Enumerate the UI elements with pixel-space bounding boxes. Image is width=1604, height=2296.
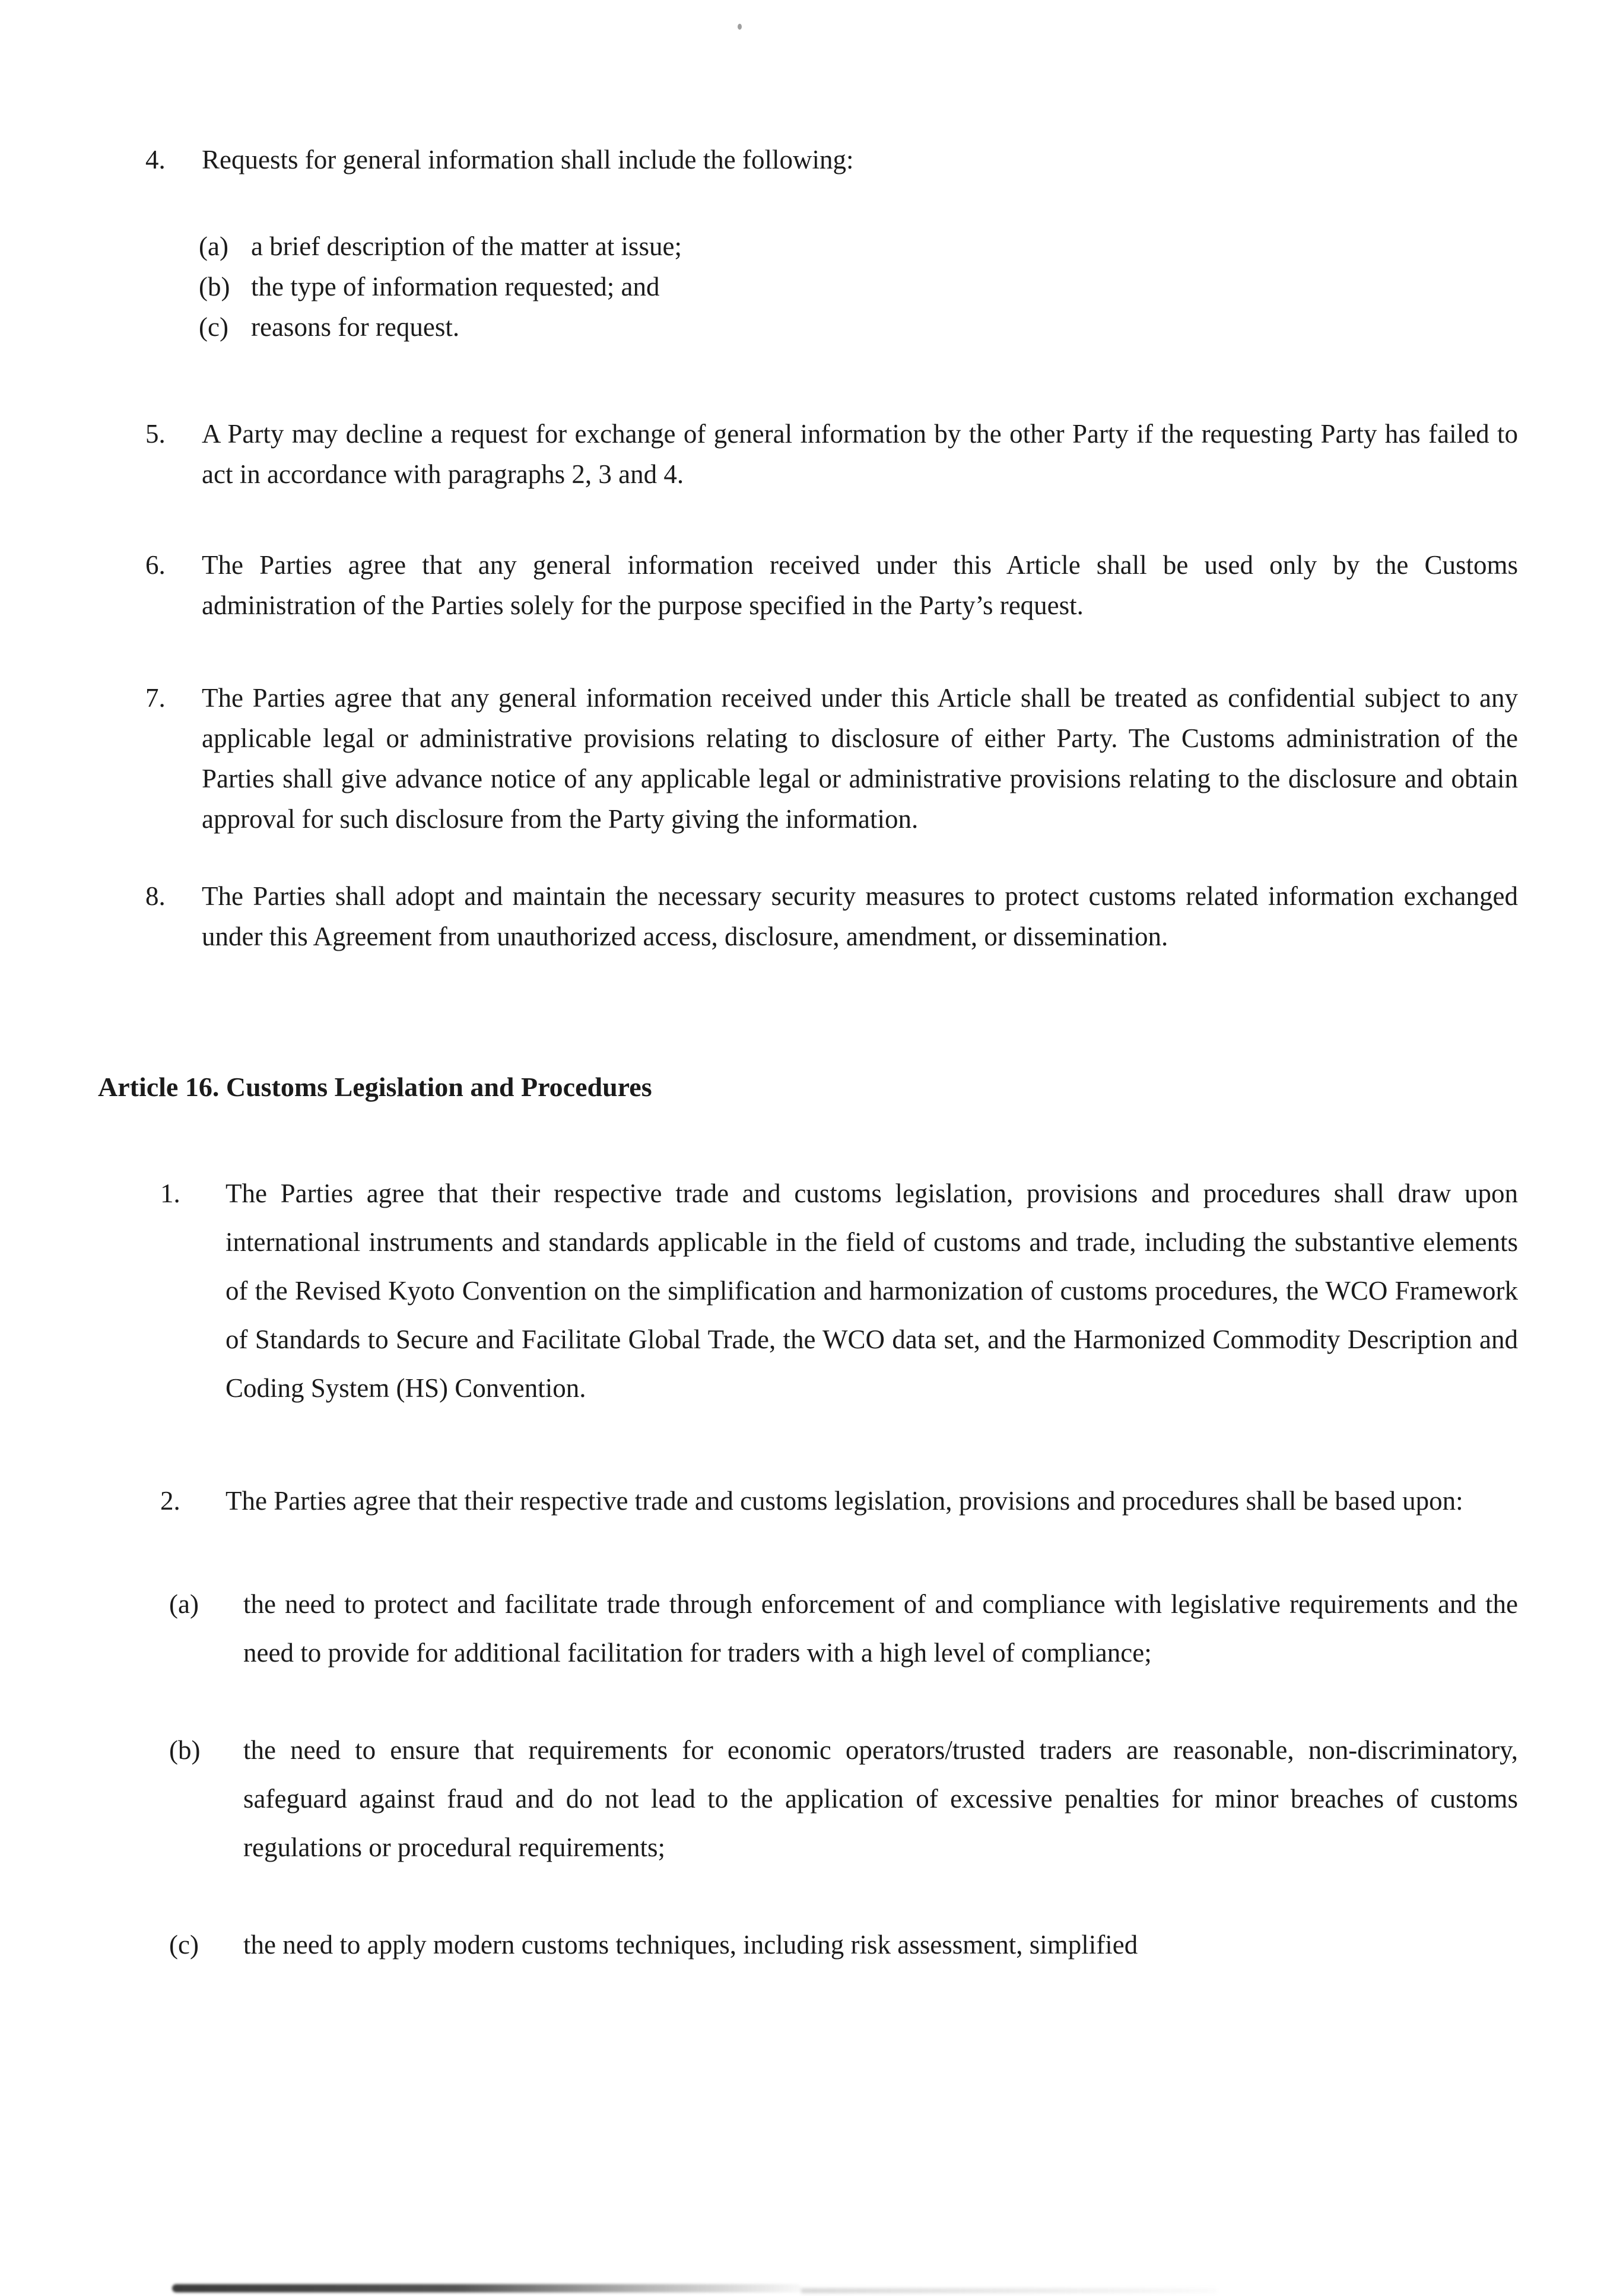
article16-item-2-text: The Parties agree that their respective trade and customs legislation, provisions and procedures shall be based upon:: [225, 1486, 1463, 1516]
section-article-16: [98, 1069, 1518, 1969]
article16-subitem-a-text: the need to protect and facilitate trade through enforcement of and compliance with legislative requirements and the need to provide for additional facilitation for traders with a high level of compliance;: [243, 1589, 1518, 1668]
article16-item-2-sublist: [98, 1580, 1518, 1969]
article16-item-2-number: 2.: [160, 1486, 180, 1516]
article16-item-2: [98, 1476, 1518, 1525]
paragraph-5-text: A Party may decline a request for exchange of general information by the other Party if the requesting Party has failed to act in accordance with paragraphs 2, 3 and 4.: [202, 419, 1518, 489]
article16-subitem-c-text: the need to apply modern customs techniques, including risk assessment, simplified: [243, 1930, 1138, 1960]
paragraph-7-text: The Parties agree that any general information received under this Article shall be treated as confidential subject to any applicable legal or administrative provisions relating to disclosure of either Party. The Customs administration of the Parties shall give advance notice of any applicable legal or administrative provisions relating to the disclosure and obtain approval for such disclosure from the Party giving the information.: [202, 683, 1518, 834]
article16-subitem-a-label: (a): [169, 1589, 199, 1619]
article16-item-1-number: 1.: [160, 1179, 180, 1208]
paragraph-5-number: 5.: [145, 419, 166, 449]
subitem-a-text: a brief description of the matter at issue;: [251, 231, 682, 261]
paragraph-6-number: 6.: [145, 550, 166, 580]
article16-subitem-c: [98, 1920, 1518, 1969]
paragraph-7: [98, 678, 1518, 839]
subitem-b-text: the type of information requested; and: [251, 272, 660, 301]
article-16-heading: Article 16. Customs Legislation and Procedures: [98, 1072, 652, 1102]
paragraph-7-number: 7.: [145, 683, 166, 713]
article16-item-1: [98, 1169, 1518, 1412]
paragraph-8: [98, 876, 1518, 957]
paragraph-4: [98, 139, 1518, 180]
scan-artifact-bottom-faint: [801, 2288, 1217, 2293]
paragraph-4-sublist: [98, 226, 1518, 347]
paragraph-8-number: 8.: [145, 881, 166, 911]
subitem-c: [199, 307, 1518, 347]
article16-subitem-b-label: (b): [169, 1735, 201, 1765]
article16-subitem-c-label: (c): [169, 1930, 199, 1960]
subitem-c-label: (c): [199, 312, 228, 342]
paragraph-4-number: 4.: [145, 145, 166, 174]
article16-subitem-b: [98, 1726, 1518, 1872]
article16-subitem-b-text: the need to ensure that requirements for economic operators/trusted traders are reasonable, non-discriminatory, safeguard against fraud and do not lead to the application of excessive penalties for minor breaches of customs regulations or procedural requirements;: [243, 1735, 1518, 1862]
paragraph-6-text: The Parties agree that any general information received under this Article shall be used only by the Customs administration of the Parties solely for the purpose specified in the Party’s request.: [202, 550, 1518, 620]
paragraph-5: [98, 414, 1518, 494]
paragraph-8-text: The Parties shall adopt and maintain the necessary security measures to protect customs related information exchanged under this Agreement from unauthorized access, disclosure, amendment, or dissemination.: [202, 881, 1518, 951]
subitem-b-label: (b): [199, 272, 230, 301]
article16-item-1-text: The Parties agree that their respective trade and customs legislation, provisions and procedures shall draw upon international instruments and standards applicable in the field of customs and trade, including the substantive elements of the Revised Kyoto Convention on the simplification and harmonization of customs procedures, the WCO Framework of Standards to Secure and Facilitate Global Trade, the WCO data set, and the Harmonized Commodity Description and Coding System (HS) Convention.: [225, 1179, 1518, 1403]
article16-subitem-a: [98, 1580, 1518, 1677]
scan-artifact-bottom: [172, 2284, 801, 2292]
subitem-a-label: (a): [199, 231, 228, 261]
paragraph-4-text: Requests for general information shall include the following:: [202, 145, 854, 174]
paragraph-6: [98, 545, 1518, 625]
scan-artifact-top: [738, 24, 742, 30]
subitem-a: [199, 226, 1518, 266]
section-general-information: [98, 139, 1518, 957]
subitem-c-text: reasons for request.: [251, 312, 460, 342]
subitem-b: [199, 266, 1518, 307]
